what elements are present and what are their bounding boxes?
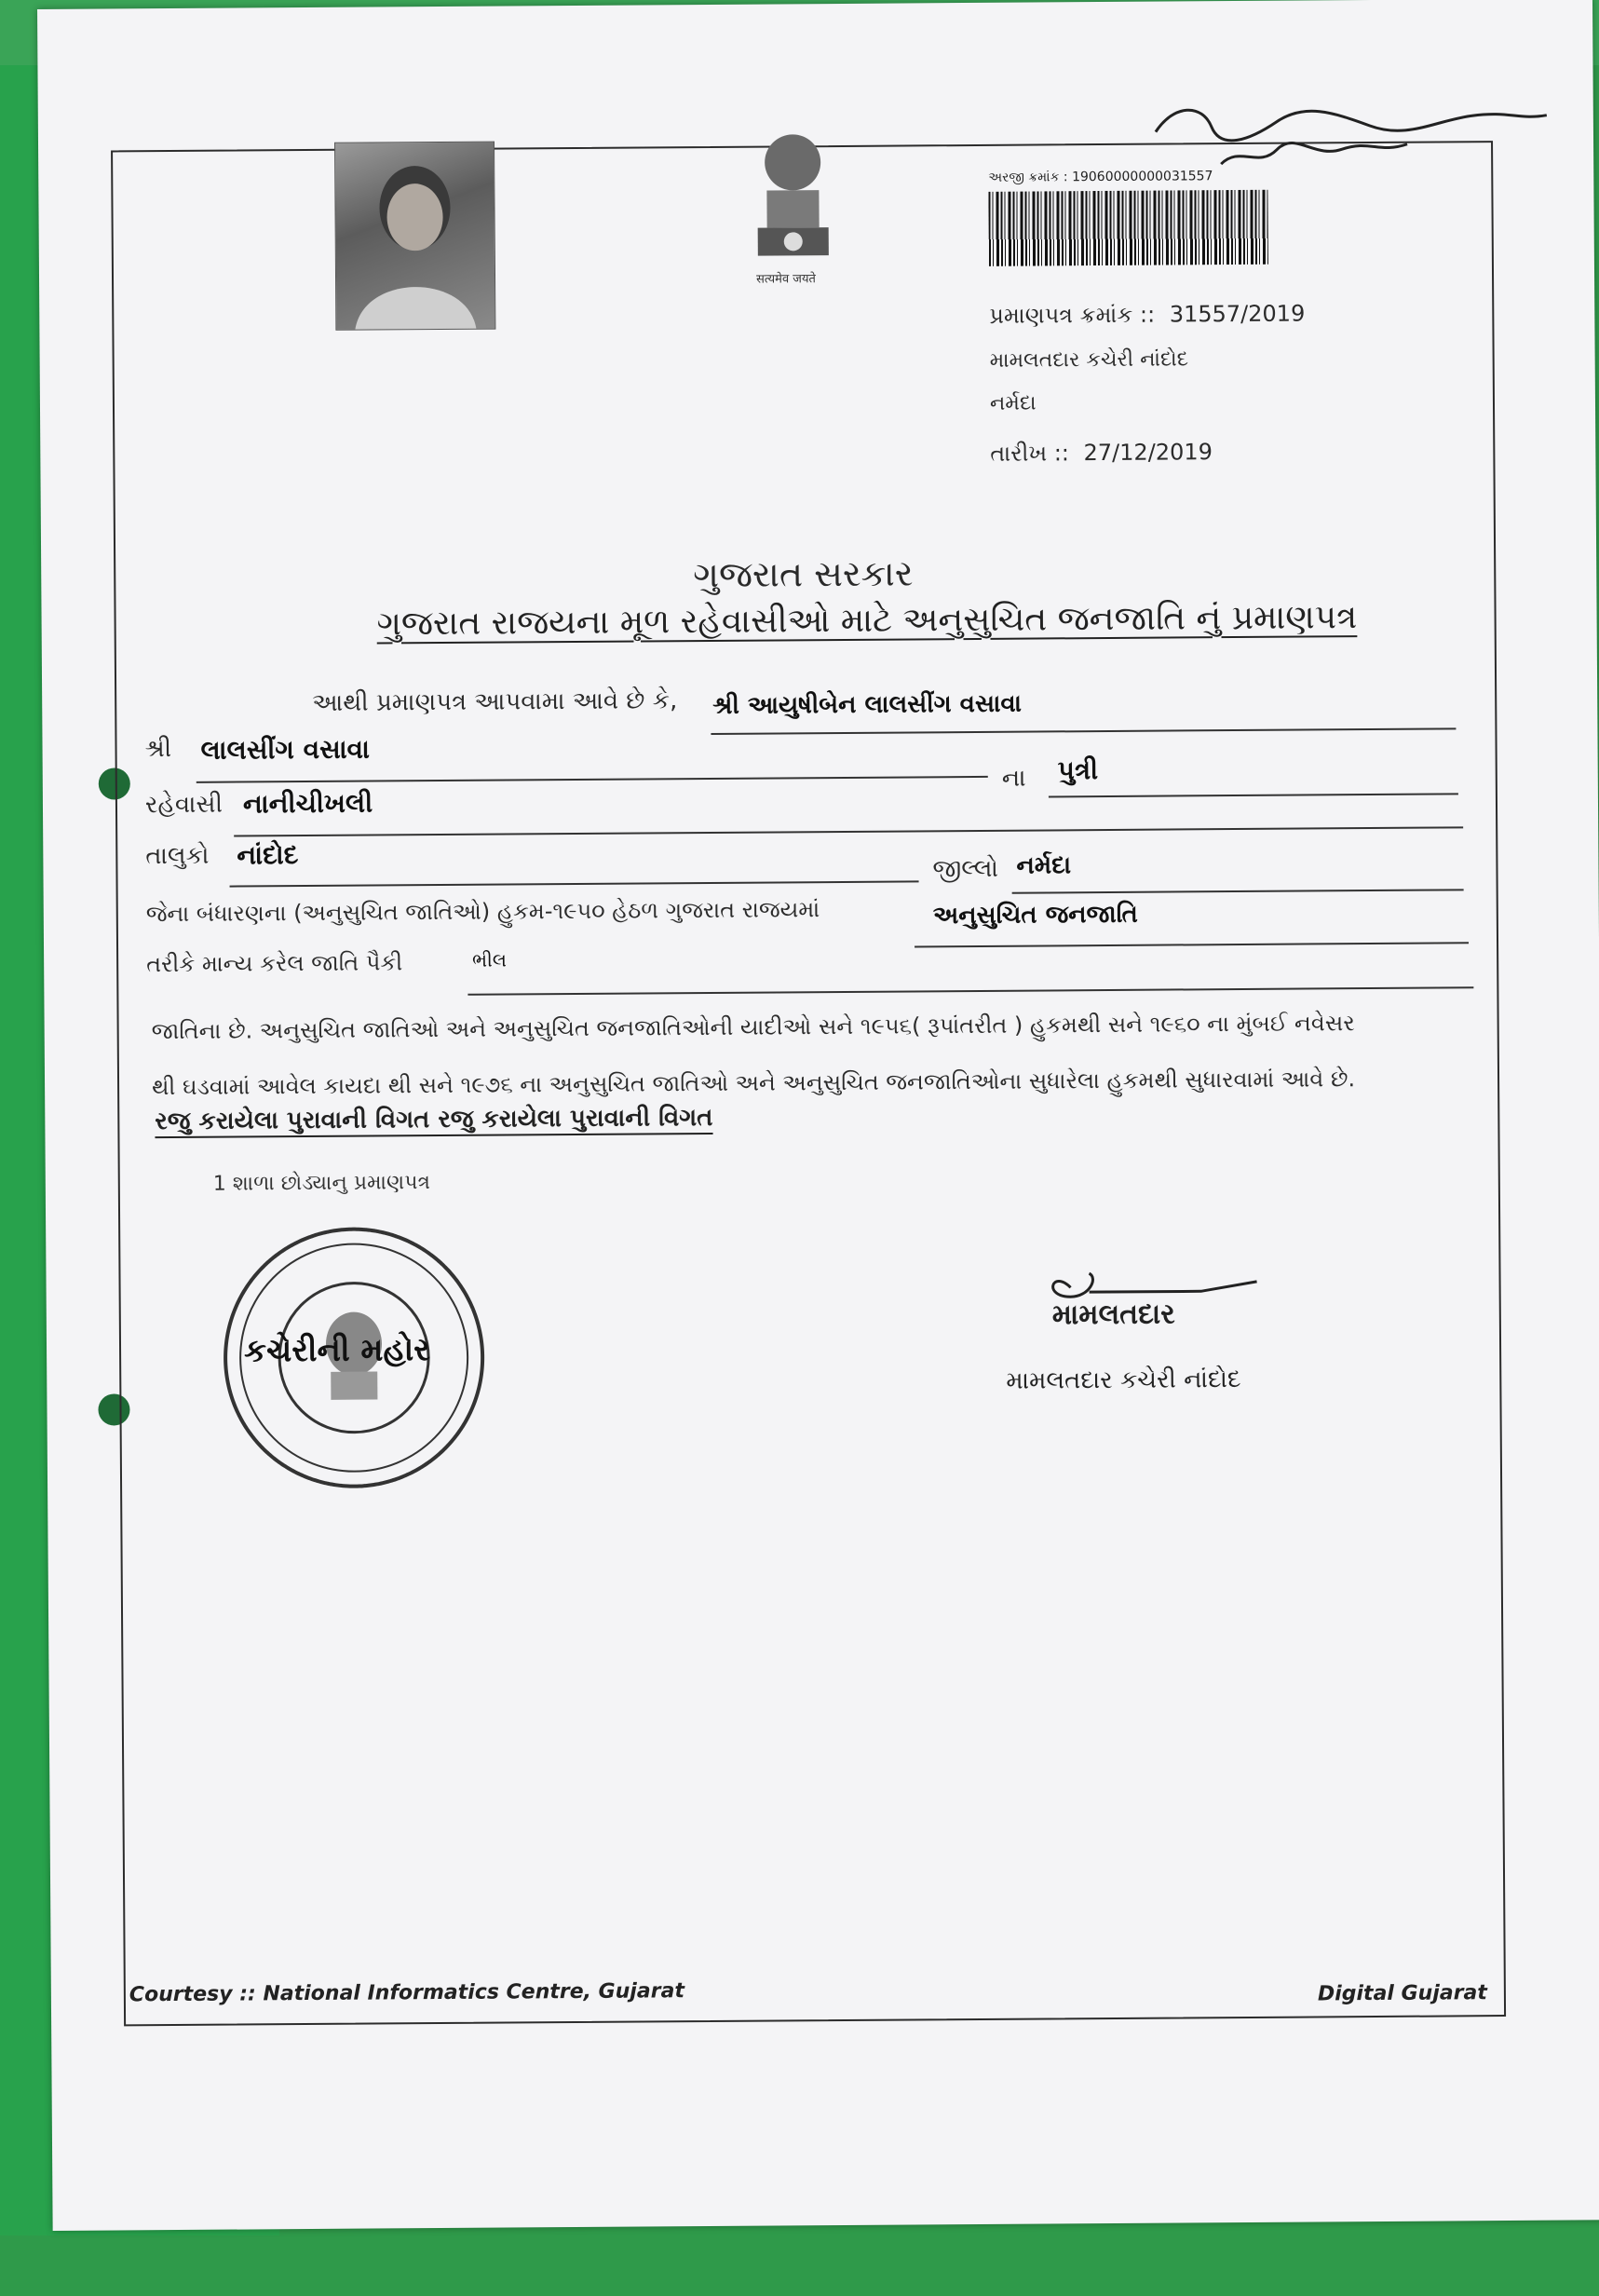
applicant-name: શ્રી આયુષીબેન લાલસીંગ વસાવા xyxy=(712,689,1023,720)
resident-label: રહેવાસી xyxy=(144,790,224,820)
footer-courtesy: Courtesy :: National Informatics Centre, Gujarat xyxy=(129,1979,685,2007)
taluka: નાંદોદ xyxy=(237,839,299,871)
issuing-office: મામલતદાર કચેરી નાંદોદ xyxy=(989,347,1189,373)
date-label: તારીખ :: xyxy=(990,440,1070,467)
certificate-page xyxy=(37,0,1599,2231)
applicant-photo xyxy=(334,142,495,331)
certificate-number-row xyxy=(989,301,1305,329)
father-name: લાલસીંગ વસાવા xyxy=(200,733,371,766)
relation: પુત્રી xyxy=(1057,754,1099,786)
certificate-number: 31557/2019 xyxy=(1169,300,1306,328)
date-row xyxy=(990,439,1213,467)
signatory-office: મામલતદાર કચેરી નાંદોદ xyxy=(1006,1365,1241,1395)
category: અનુસુચિત જનજાતિ xyxy=(932,900,1138,931)
national-emblem-icon xyxy=(746,125,840,265)
body-paragraph xyxy=(151,994,1493,1115)
district-label: જીલ્લો xyxy=(932,854,999,884)
of-label: ના xyxy=(1001,764,1026,793)
evidence-item: 1 શાળા છોડ્યાનુ પ્રમાણપત્ર xyxy=(212,1171,431,1196)
certificate-number-label: પ્રમાણપત્ર ક્રમાંક :: xyxy=(989,301,1156,329)
barcode xyxy=(988,190,1268,266)
application-number: અરજી ક્રમાંક : 19060000000031557 xyxy=(988,169,1213,185)
taluka-label: તાલુકો xyxy=(145,841,210,871)
intro-text: આથી પ્રમાણપત્ર આપવામા આવે છે કે, xyxy=(312,686,678,717)
certificate-title: ગુજરાત રાજયના મૂળ રહેવાસીઓ માટે અનુસુચિત જનજાતિ નું પ્રમાણપત્ર xyxy=(376,598,1358,644)
person-silhouette-icon xyxy=(335,143,495,330)
evidence-heading: રજુ કરાયેલા પુરાવાની વિગત રજુ કરાયેલા પુરાવાની વિગત xyxy=(155,1103,713,1136)
shri-label: શ્રી xyxy=(144,735,172,764)
village: નાનીચીખલી xyxy=(242,787,373,820)
handwritten-note xyxy=(1137,92,1557,179)
district: નર્મદા xyxy=(1016,851,1072,880)
government-title: ગુજરાત સરકાર xyxy=(693,552,914,596)
paragraph-line-1: જાતિના છે. અનુસુચિત જાતિઓ અને અનુસુચિત જનજાતિઓની યાદીઓ સને ૧૯૫૬( રૂપાંતરીત ) હુકમથી સને ૧૯૬૦ ના મુંબઈ નવેસર xyxy=(151,1010,1355,1045)
paragraph-line-2: થી ઘડવામાં આવેલ કાયદા થી સને ૧૯૭૬ ના અનુસુચિત જાતિઓ અને અનુસુચિત જનજાતિઓના સુધારેલા હુકમથી સુધારવામાં આવે છે. xyxy=(151,1066,1356,1101)
caste: ભીલ xyxy=(472,948,508,971)
recognized-label: તરીકે માન્ય કરેલ જાતિ પૈકી xyxy=(146,949,403,978)
seal-center-text: કચેરીની મહોર xyxy=(243,1331,430,1370)
order-text: જેના બંધારણના (અનુસુચિત જાતિઓ) હુકમ-૧૯૫૦ હેઠળ ગુજરાત રાજયમાં xyxy=(145,896,820,928)
issue-date: 27/12/2019 xyxy=(1083,439,1213,467)
signatory-role: મામલતદાર xyxy=(1051,1297,1175,1332)
footer-digital-gujarat: Digital Gujarat xyxy=(1317,1981,1487,2006)
issuing-district: નર્મદા xyxy=(989,391,1037,415)
emblem-caption: सत्यमेव जयते xyxy=(755,272,816,287)
